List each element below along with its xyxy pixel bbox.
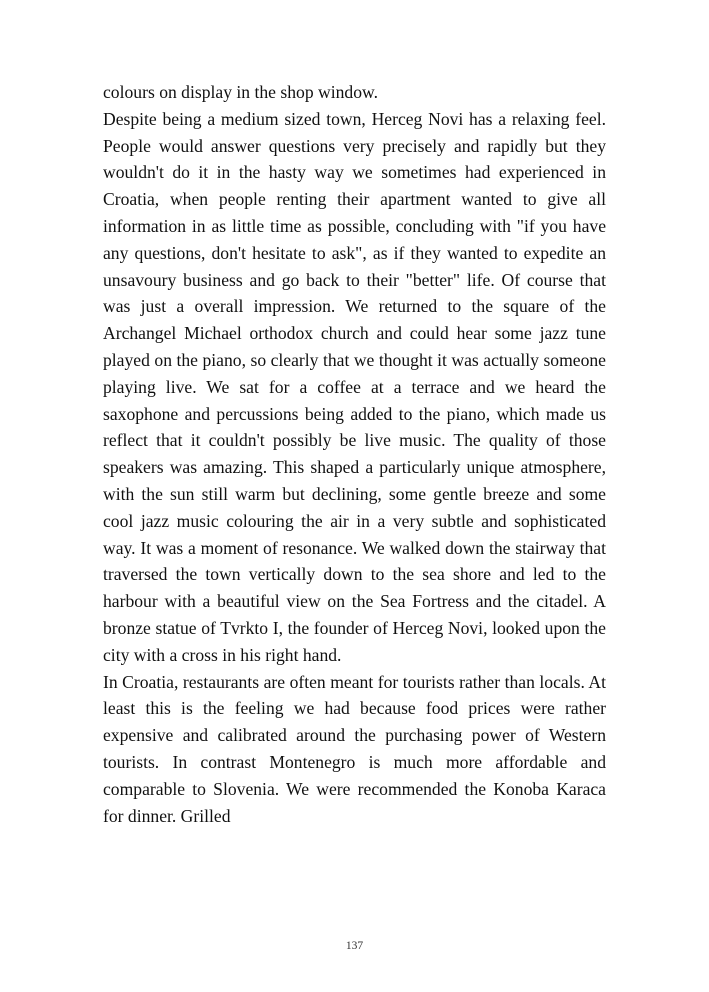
page-number: 137: [345, 940, 364, 952]
paragraph-3: In Croatia, restaurants are often meant for tourists rather than locals. At least this is the feeling we had because food prices were rather expensive and calibrated around the purchasing power of Western tourists. In contrast Montenegro is much more affordable and comparable to Slovenia. We were recommended the Konoba Karaca for dinner. Grilled: [103, 671, 606, 826]
paragraph-1: colours on display in the shop window.: [103, 82, 378, 102]
body-text-column: [103, 79, 606, 829]
paragraph-2: Despite being a medium sized town, Herceg Novi has a relaxing feel. People would answer questions very precisely and rapidly but they wouldn't do it in the hasty way we sometimes had experienced in Croatia, when people renting their apartment wanted to give all information in as little time as possible, concluding with "if you have any questions, don't hesitate to ask", as if they wanted to expedite an unsavoury business and go back to their "better" life. Of course that was just a overall impression. We returned to the square of the Archangel Michael orthodox church and could hear some jazz tune played on the piano, so clearly that we thought it was actually someone playing live. We sat for a coffee at a terrace and we heard the saxophone and percussions being added to the piano, which made us reflect that it couldn't possibly be live music. The quality of those speakers was amazing. This shaped a particularly unique atmosphere, with the sun still warm but declining, some gentle breeze and some cool jazz music colouring the air in a very subtle and sophisticated way. It was a moment of resonance. We walked down the stairway that traversed the town vertically down to the sea shore and led to the harbour with a beautiful view on the Sea Fortress and the citadel. A bronze statue of Tvrkto I, the founder of Herceg Novi, looked upon the city with a cross in his right hand.: [103, 108, 606, 665]
